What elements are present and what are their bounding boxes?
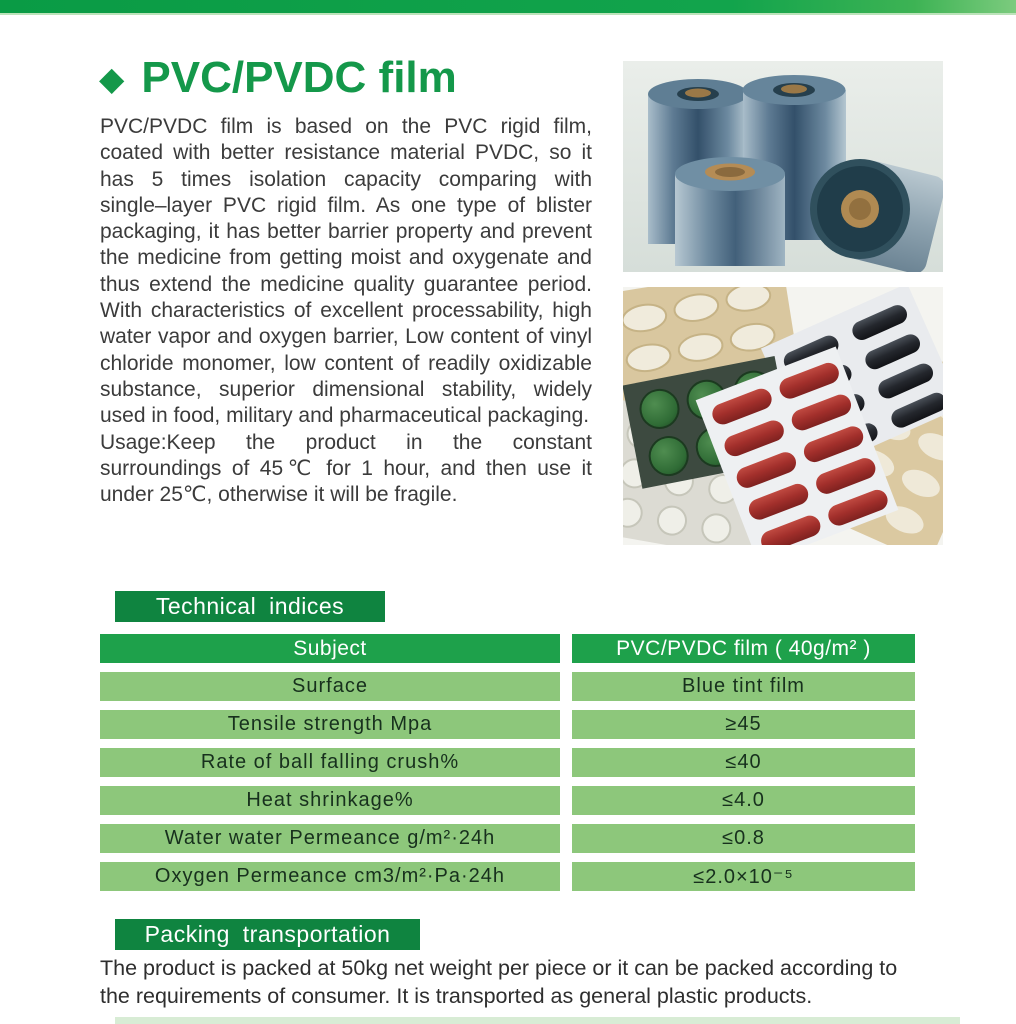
page-title: [99, 53, 457, 102]
intro-usage: Usage:Keep the product in the constant surroundings of 45℃ for 1 hour, and then use it under 25℃, otherwise it will be fragile.: [100, 430, 592, 507]
bottom-green-bar: [115, 1017, 960, 1024]
table-cell-value: ≤4.0: [572, 786, 915, 815]
table-cell-value: ≤0.8: [572, 824, 915, 853]
table-cell-subject: Rate of ball falling crush%: [100, 748, 560, 777]
table-cell-subject: Tensile strength Mpa: [100, 710, 560, 739]
table-row: [100, 710, 915, 739]
table-cell-value: Blue tint film: [572, 672, 915, 701]
table-cell-subject: Oxygen Permeance cm3/m²·Pa·24h: [100, 862, 560, 891]
table-row: [100, 862, 915, 891]
table-cell-value: ≤2.0×10⁻⁵: [572, 862, 915, 891]
table-row: [100, 748, 915, 777]
technical-indices-heading: Technical indices: [115, 591, 385, 622]
table-header-subject: Subject: [100, 634, 560, 663]
table-row: [100, 672, 915, 701]
technical-indices-table: [100, 634, 915, 900]
table-cell-subject: Surface: [100, 672, 560, 701]
film-roll-front-center: [675, 157, 785, 266]
table-cell-subject: Heat shrinkage%: [100, 786, 560, 815]
packing-paragraph: [100, 955, 920, 1010]
intro-description: PVC/PVDC film is based on the PVC rigid film, coated with better resistance material PVDC, so it has 5 times isolation capacity comparing with single–layer PVC rigid film. As one type of blister packaging, it has better barrier property and prevent the medicine from getting moist and oxygenate and thus extend the medicine quality guarantee period. With characteristics of excellent processability, high water vapor and oxygen barrier, Low content of vinyl chloride monomer, low content of readily oxidizable substance, superior dimensional stability, widely used in food, military and pharmaceutical packaging.: [100, 115, 592, 428]
table-row: [100, 786, 915, 815]
table-header-value: PVC/PVDC film ( 40g/m² ): [572, 634, 915, 663]
top-green-bar: [0, 0, 1016, 15]
table-cell-value: ≤40: [572, 748, 915, 777]
table-cell-value: ≥45: [572, 710, 915, 739]
page-title-text: PVC/PVDC film: [141, 53, 457, 102]
table-header-row: [100, 634, 915, 663]
packing-description: The product is packed at 50kg net weight per piece or it can be packed according to the requirements of consumer. It is transported as general plastic products.: [100, 956, 898, 1008]
diamond-bullet-icon: ◆: [99, 59, 125, 97]
table-row: [100, 824, 915, 853]
intro-paragraph: [100, 114, 592, 508]
pill-blister-packs-photo: [623, 287, 943, 545]
table-cell-subject: Water water Permeance g/m²·24h: [100, 824, 560, 853]
pvc-film-rolls-photo: [623, 61, 943, 272]
packing-transportation-heading: Packing transportation: [115, 919, 420, 950]
